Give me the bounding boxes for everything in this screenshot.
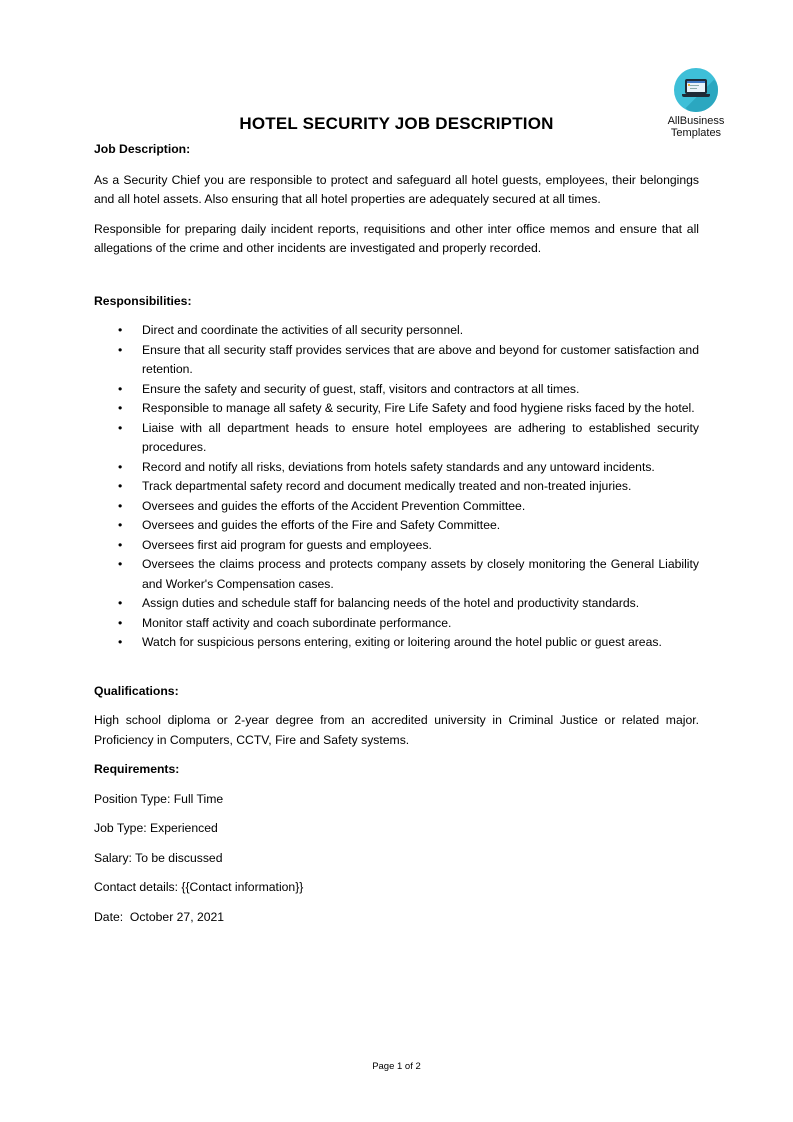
list-item: • Direct and coordinate the activities of all security personnel. — [94, 321, 699, 341]
bullet-icon: • — [118, 518, 123, 532]
bullet-icon: • — [118, 459, 123, 474]
list-item: • Ensure the safety and security of guest, staff, visitors and contractors at all times. — [94, 380, 699, 400]
document-title: HOTEL SECURITY JOB DESCRIPTION — [239, 114, 554, 133]
list-item: • Ensure that all security staff provides services that are above and beyond for customer satisfaction and retention. — [118, 342, 699, 376]
job-description-paragraph-2: Responsible for preparing daily incident reports, requisitions and other inter office memos and ensure that all allegations of the crime and other incidents are investigated and properly recorded. — [94, 221, 699, 255]
list-item: • Record and notify all risks, deviations from hotels safety standards and any untoward incidents. — [94, 458, 699, 478]
list-item: • Watch for suspicious persons entering, exiting or loitering around the hotel public or guest areas. — [94, 633, 699, 653]
responsibilities-list — [94, 321, 699, 653]
list-item: • Oversees and guides the efforts of the Fire and Safety Committee. — [94, 516, 699, 536]
bullet-icon: • — [118, 635, 123, 649]
page-number: Page 1 of 2 — [372, 1061, 421, 1072]
list-item: • Responsible to manage all safety & security, Fire Life Safety and food hygiene risks faced by the hotel. — [94, 399, 699, 419]
list-item: • Oversees and guides the efforts of the Accident Prevention Committee. — [94, 497, 699, 517]
logo-line-2: Templates — [670, 127, 722, 139]
job-type: Job Type: Experienced — [94, 821, 218, 835]
document-body — [94, 140, 699, 927]
logo-line-1: AllBusiness — [667, 115, 725, 127]
list-item: • Assign duties and schedule staff for balancing needs of the hotel and productivity standards. — [94, 594, 699, 614]
laptop-logo-icon — [674, 68, 718, 112]
bullet-icon: • — [118, 420, 123, 435]
bullet-icon: • — [118, 479, 123, 493]
list-item: • Monitor staff activity and coach subordinate performance. — [94, 614, 699, 634]
list-item: • Liaise with all department heads to ensure hotel employees are adhering to established security procedures. — [118, 420, 699, 454]
position-type: Position Type: Full Time — [94, 791, 224, 806]
requirements-heading: Requirements: — [94, 762, 180, 776]
bullet-icon: • — [118, 498, 123, 513]
responsibilities-heading: Responsibilities: — [94, 293, 192, 308]
date: Date: October 27, 2021 — [94, 909, 225, 924]
bullet-icon: • — [118, 342, 123, 357]
bullet-icon: • — [118, 537, 123, 552]
bullet-icon: • — [118, 381, 123, 396]
bullet-icon: • — [118, 615, 123, 630]
bullet-icon: • — [118, 323, 123, 337]
list-item: • Track departmental safety record and document medically treated and non-treated injuries. — [94, 477, 699, 497]
job-description-heading: Job Description: — [94, 142, 191, 156]
bullet-icon: • — [118, 557, 123, 571]
contact-details: Contact details: {{Contact information}} — [94, 880, 304, 894]
salary: Salary: To be discussed — [94, 850, 223, 865]
bullet-icon: • — [118, 596, 123, 610]
job-description-paragraph-1: As a Security Chief you are responsible to protect and safeguard all hotel guests, employees, their belongings and all hotel assets. Also ensuring that all hotel properties are adequately secured at all times. — [94, 172, 699, 206]
bullet-icon: • — [118, 401, 123, 415]
qualifications-text: High school diploma or 2-year degree from an accredited university in Criminal Justice or related major. Proficiency in Computers, CCTV, Fire and Safety systems. — [94, 713, 699, 747]
list-item: • Oversees the claims process and protects company assets by closely monitoring the General Liability and Worker's Compensation cases. — [118, 557, 699, 591]
qualifications-heading: Qualifications: — [94, 683, 179, 698]
list-item: • Oversees first aid program for guests and employees. — [94, 536, 699, 556]
